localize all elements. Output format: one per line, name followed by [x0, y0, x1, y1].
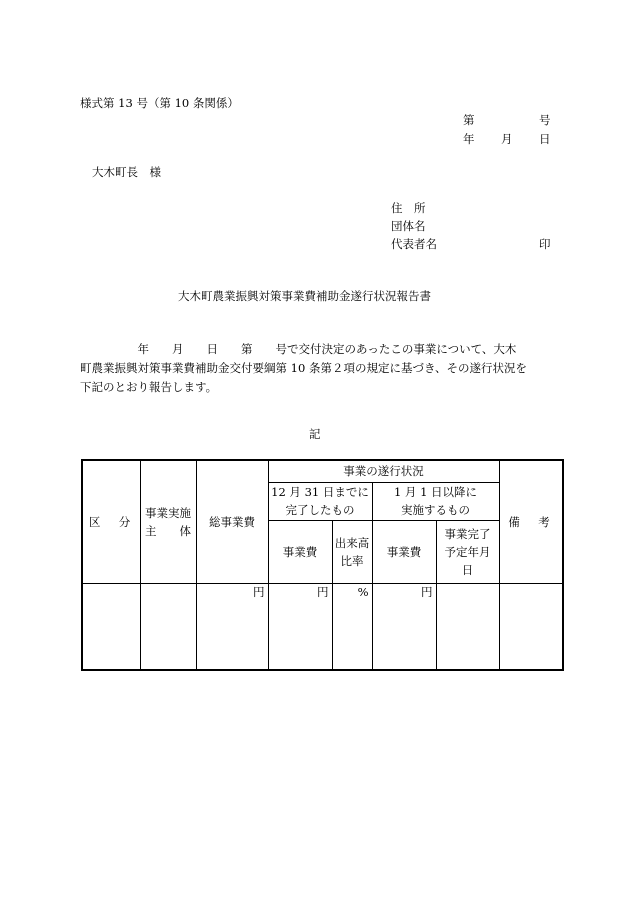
header-entity-line2: 主 体 — [145, 523, 191, 538]
header-completion-line3: 日 — [461, 562, 474, 577]
cell-entity[interactable] — [140, 583, 196, 670]
unit-yen: 円 — [317, 584, 329, 599]
header-progress-ratio — [332, 520, 372, 583]
date-year: 年 — [463, 132, 475, 146]
date-month: 月 — [501, 132, 513, 146]
document-number — [463, 112, 551, 127]
form-id: 様式第 13 号（第 10 条関係） — [80, 96, 239, 110]
cell-total-cost[interactable] — [196, 583, 268, 670]
header-progress: 事業の遂行状況 — [268, 460, 499, 482]
header-after-jan1 — [372, 482, 499, 520]
header-category: 区 分 — [82, 460, 140, 583]
header-completion-line1: 事業完了 — [444, 526, 491, 541]
header-cost-a: 事業費 — [268, 520, 332, 583]
header-entity-line1: 事業実施 — [145, 505, 191, 520]
header-entity — [140, 460, 196, 583]
body-line-3: 下記のとおり報告します。 — [80, 380, 218, 394]
cell-cost-b[interactable] — [372, 583, 436, 670]
document-title: 大木町農業振興対策事業費補助金遂行状況報告書 — [178, 289, 431, 303]
cell-completion-date[interactable] — [436, 583, 499, 670]
addressee: 大木町長 様 — [92, 165, 161, 179]
unit-percent: % — [357, 584, 369, 599]
header-dec31-line2: 完了したもの — [285, 503, 355, 517]
data-row — [82, 583, 563, 670]
unit-yen: 円 — [421, 584, 433, 599]
report-table — [81, 459, 564, 671]
document-date — [463, 131, 551, 146]
date-day: 日 — [539, 132, 551, 146]
ki-heading: 記 — [309, 427, 321, 441]
cell-category[interactable] — [82, 583, 140, 670]
seal-mark: 印 — [539, 237, 551, 251]
unit-yen: 円 — [253, 584, 265, 599]
header-dec31-line1: 12 月 31 日までに — [271, 485, 369, 499]
header-ratio-line2: 比率 — [340, 553, 364, 568]
header-ratio-line1: 出来高 — [334, 535, 370, 550]
body-line-1: 年 月 日 第 号で交付決定のあったこの事業について、大木 — [80, 342, 517, 356]
header-remarks: 備 考 — [499, 460, 563, 583]
header-row-1 — [82, 460, 563, 482]
doc-number-suffix: 号 — [539, 113, 551, 127]
header-jan1-line1: 1 月 1 日以降に — [393, 485, 478, 499]
address-label: 住 所 — [391, 201, 426, 215]
body-line-2: 町農業振興対策事業費補助金交付要綱第 10 条第２項の規定に基づき、その遂行状況を — [80, 361, 527, 375]
cell-remarks[interactable] — [499, 583, 563, 670]
cell-cost-a[interactable] — [268, 583, 332, 670]
header-jan1-line2: 実施するもの — [401, 503, 470, 517]
header-completion-line2: 予定年月 — [444, 544, 491, 559]
header-completed-by-dec31 — [268, 482, 372, 520]
doc-number-prefix: 第 — [463, 113, 475, 127]
header-total-cost: 総事業費 — [196, 460, 268, 583]
cell-ratio[interactable] — [332, 583, 372, 670]
representative-label: 代表者名 — [391, 237, 437, 251]
org-label: 団体名 — [391, 219, 426, 233]
header-cost-b: 事業費 — [372, 520, 436, 583]
header-completion-date — [436, 520, 499, 583]
